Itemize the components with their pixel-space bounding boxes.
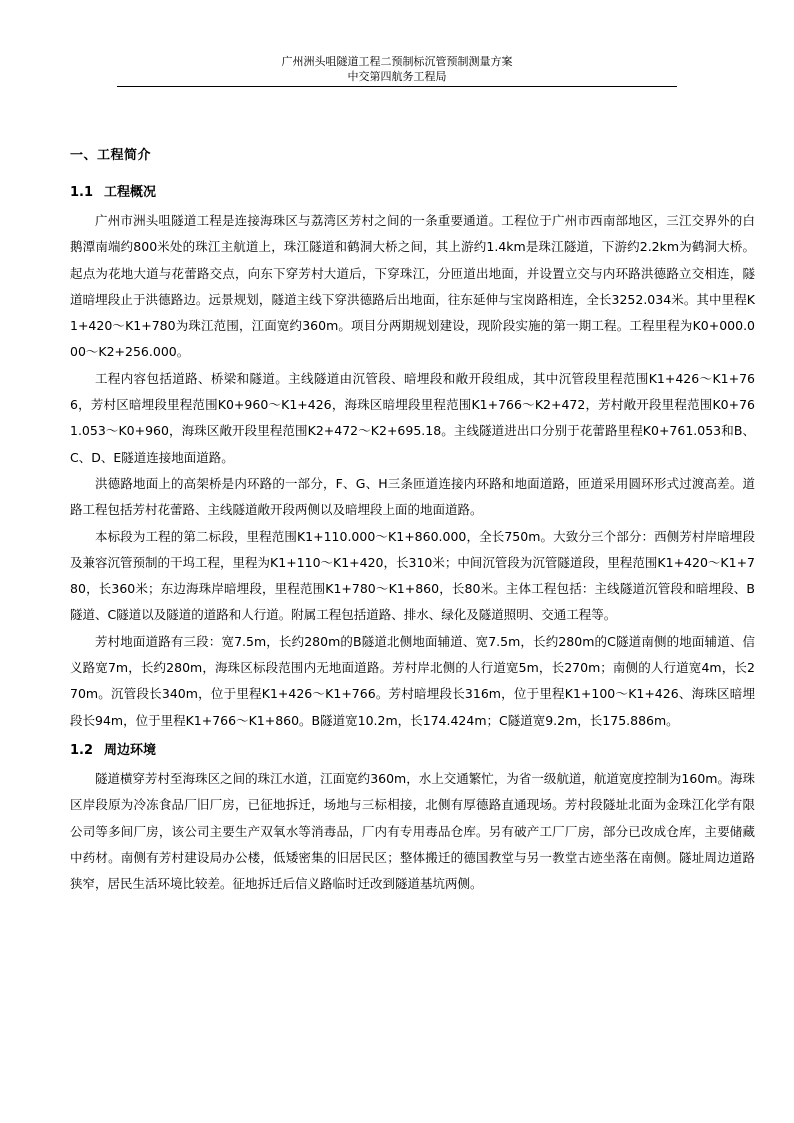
subsection-title: 工程概况 — [104, 185, 157, 200]
header-title: 广州洲头咀隧道工程二预制标沉管预制测量方案 — [281, 55, 513, 68]
paragraph: 隧道横穿芳村至海珠区之间的珠江水道，江面宽约360m，水上交通繁忙，为省一级航道，航道宽度控制为160m。海珠区岸段原为冷冻食品厂旧厂房，已征地拆迁，场地与三标相接，北侧有厚德路直通现场。芳村段隧址北面为金珠江化学有限公司等多间厂房，该公司主要生产双氧水等消毒品，厂内有专用毒品仓库。另有破产工厂厂房，部分已改成仓库，主要储藏中药材。南侧有芳村建设局办公楼，低矮密集的旧居民区；整体搬迁的德国教堂与另一教堂古迹坐落在南侧。隧址周边道路狭窄，居民生活环境比较差。征地拆迁后信义路临时迁改到隧道基坑两侧。 — [70, 770, 755, 892]
subsection-number: 1.2 — [70, 742, 94, 758]
header-organization: 中交第四航务工程局 — [347, 70, 447, 83]
document-body — [70, 142, 755, 897]
page-header — [117, 54, 677, 87]
paragraph: 本标段为工程的第二标段，里程范围K1+110.000～K1+860.000，全长750m。大致分三个部分：西侧芳村岸暗埋段及兼容沉管预制的干坞工程，里程为K1+110～K1+420，长310米；中间沉管段为沉管隧道段，里程范围K1+420～K1+780，长360米；东边海珠岸暗埋段，里程范围K1+780～K1+860，长80米。主体工程包括：主线隧道沉管段和暗埋段、B隧道、C隧道以及隧道的道路和人行道。附属工程包括道路、排水、绿化及隧道照明、交通工程等。 — [70, 528, 755, 623]
subsection-heading-overview — [70, 180, 755, 206]
paragraph: 工程内容包括道路、桥梁和隧道。主线隧道由沉管段、暗埋段和敞开段组成，其中沉管段里程范围K1+426～K1+766，芳村区暗埋段里程范围K0+960～K1+426，海珠区暗埋段里程范围K1+766～K2+472，芳村敞开段里程范围K0+761.053～K0+960，海珠区敞开段里程范围K2+472～K2+695.18。主线隧道进出口分别于花蕾路里程K0+761.053和B、C、D、E隧道连接地面道路。 — [70, 370, 755, 465]
subsection-title: 周边环境 — [104, 742, 157, 758]
subsection-heading-surroundings — [70, 738, 755, 764]
subsection-number: 1.1 — [70, 185, 94, 200]
paragraph: 广州市洲头咀隧道工程是连接海珠区与荔湾区芳村之间的一条重要通道。工程位于广州市西南部地区，三江交界外的白鹅潭南端约800米处的珠江主航道上，珠江隧道和鹤洞大桥之间，其上游约1.4km是珠江隧道，下游约2.2km为鹤洞大桥。起点为花地大道与花蕾路交点，向东下穿芳村大道后，下穿珠江，分匝道出地面，并设置立交与内环路洪德路立交相连，隧道暗埋段止于洪德路边。远景规划，隧道主线下穿洪德路后出地面，往东延伸与宝岗路相连，全长3252.034米。其中里程K1+420～K1+780为珠江范围，江面宽约360m。项目分两期规划建设，现阶段实施的第一期工程。工程里程为K0+000.000～K2+256.000。 — [70, 213, 755, 360]
paragraph: 芳村地面道路有三段：宽7.5m，长约280m的B隧道北侧地面辅道、宽7.5m，长约280m的C隧道南侧的地面辅道、信义路宽7m，长约280m，海珠区标段范围内无地面道路。芳村岸北侧的人行道宽5m，长270m；南侧的人行道宽4m，长270m。沉管段长340m，位于里程K1+426～K1+766。芳村暗埋段长316m，位于里程K1+100～K1+426、海珠区暗埋段长94m，位于里程K1+766～K1+860。B隧道宽10.2m，长174.424m；C隧道宽9.2m，长175.886m。 — [70, 633, 755, 728]
section-heading: 一、工程简介 — [70, 148, 152, 163]
paragraph: 洪德路地面上的高架桥是内环路的一部分，F、G、H三条匝道连接内环路和地面道路，匝道采用圆环形式过渡高差。道路工程包括芳村花蕾路、主线隧道敞开段两侧以及暗埋段上面的地面道路。 — [70, 475, 755, 518]
